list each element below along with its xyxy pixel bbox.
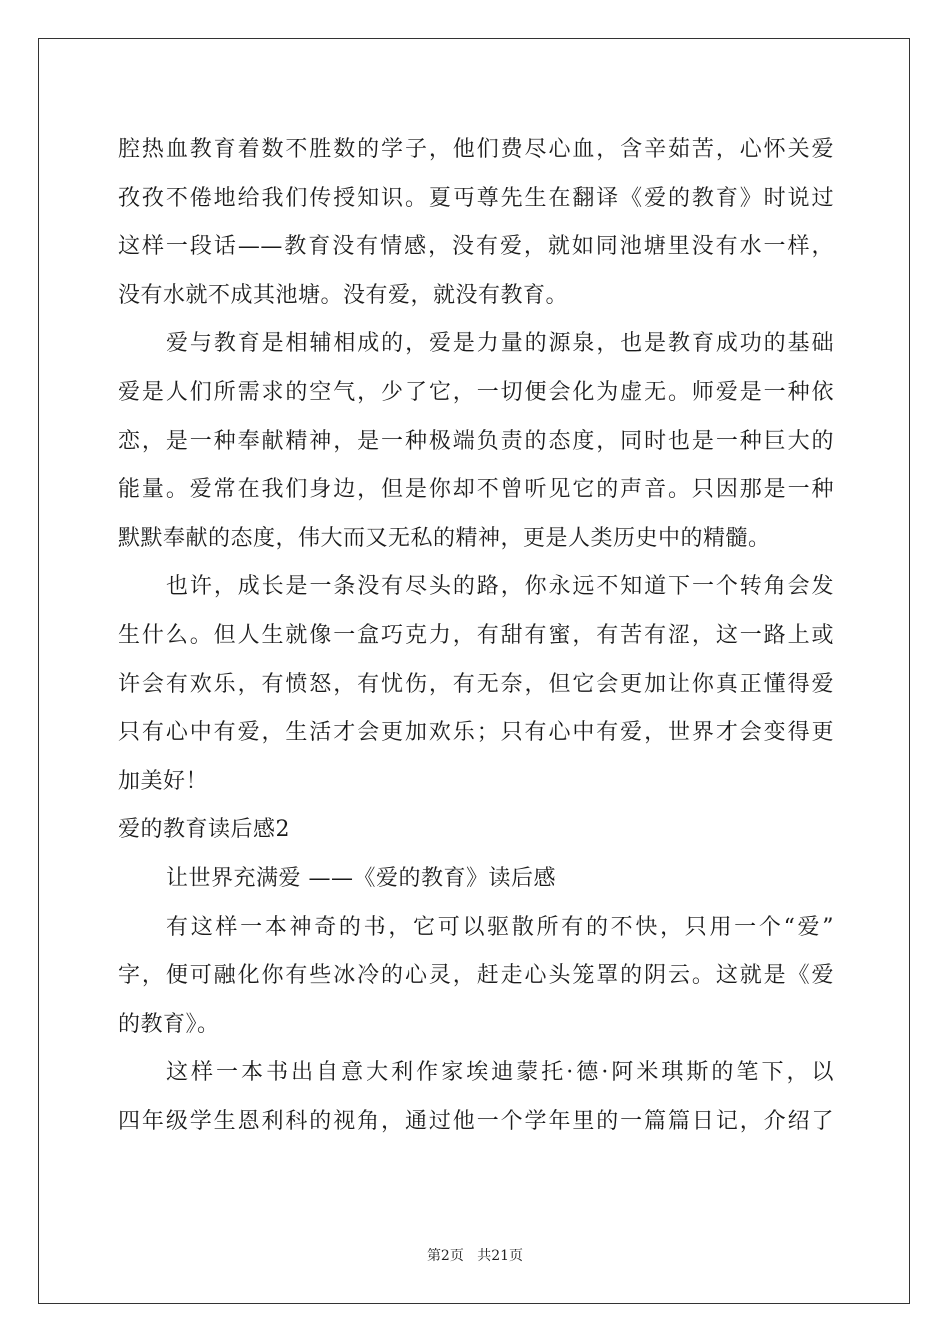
text-line: 四年级学生恩利科的视角，通过他一个学年里的一篇篇日记，介绍了 — [118, 1108, 834, 1134]
text-line: 没有水就不成其池塘。没有爱，就没有教育。 — [118, 282, 569, 308]
text-line: 只有心中有爱，生活才会更加欢乐；只有心中有爱，世界才会变得更 — [118, 720, 834, 746]
page-footer — [0, 1245, 950, 1265]
text-line: 这样一段话——教育没有情感，没有爱，就如同池塘里没有水一样， — [118, 234, 834, 260]
text-line: 爱是人们所需求的空气，少了它，一切便会化为虚无。师爱是一种依 — [118, 379, 834, 405]
text-line: 爱的教育读后感2 — [118, 817, 290, 843]
page-number: 第2页 — [426, 1248, 464, 1264]
text-line: 默默奉献的态度，伟大而又无私的精神，更是人类历史中的精髓。 — [118, 525, 771, 551]
text-line: 孜孜不倦地给我们传授知识。夏丏尊先生在翻译《爱的教育》时说过 — [118, 185, 834, 211]
text-line: 有这样一本神奇的书，它可以驱散所有的不快，只用一个“爱” — [166, 914, 834, 940]
text-line: 生什么。但人生就像一盒巧克力，有甜有蜜，有苦有涩，这一路上或 — [118, 622, 834, 648]
text-line: 腔热血教育着数不胜数的学子，他们费尽心血，含辛茹苦，心怀关爱 — [118, 137, 834, 162]
text-line: 字，便可融化你有些冰冷的心灵，赶走心头笼罩的阴云。这就是《爱 — [118, 963, 834, 989]
text-line: 许会有欢乐，有愤怒，有忧伤，有无奈，但它会更加让你真正懂得爱 — [118, 671, 834, 697]
text-line: 恋，是一种奉献精神，是一种极端负责的态度，同时也是一种巨大的 — [118, 428, 834, 454]
text-line: 这样一本书出自意大利作家埃迪蒙托·德·阿米琪斯的笔下，以 — [166, 1060, 834, 1086]
page-total: 共21页 — [477, 1248, 524, 1264]
text-line: 加美好！ — [118, 768, 209, 794]
text-line: 爱与教育是相辅相成的，爱是力量的源泉，也是教育成功的基础 — [166, 331, 834, 357]
text-line: 让世界充满爱 ——《爱的教育》读后感 — [166, 865, 556, 891]
document-body — [118, 126, 834, 1146]
text-line: 的教育》。 — [118, 1011, 220, 1037]
text-line: 能量。爱常在我们身边，但是你却不曾听见它的声音。只因那是一种 — [118, 477, 834, 503]
text-line: 也许，成长是一条没有尽头的路，你永远不知道下一个转角会发 — [166, 574, 834, 600]
